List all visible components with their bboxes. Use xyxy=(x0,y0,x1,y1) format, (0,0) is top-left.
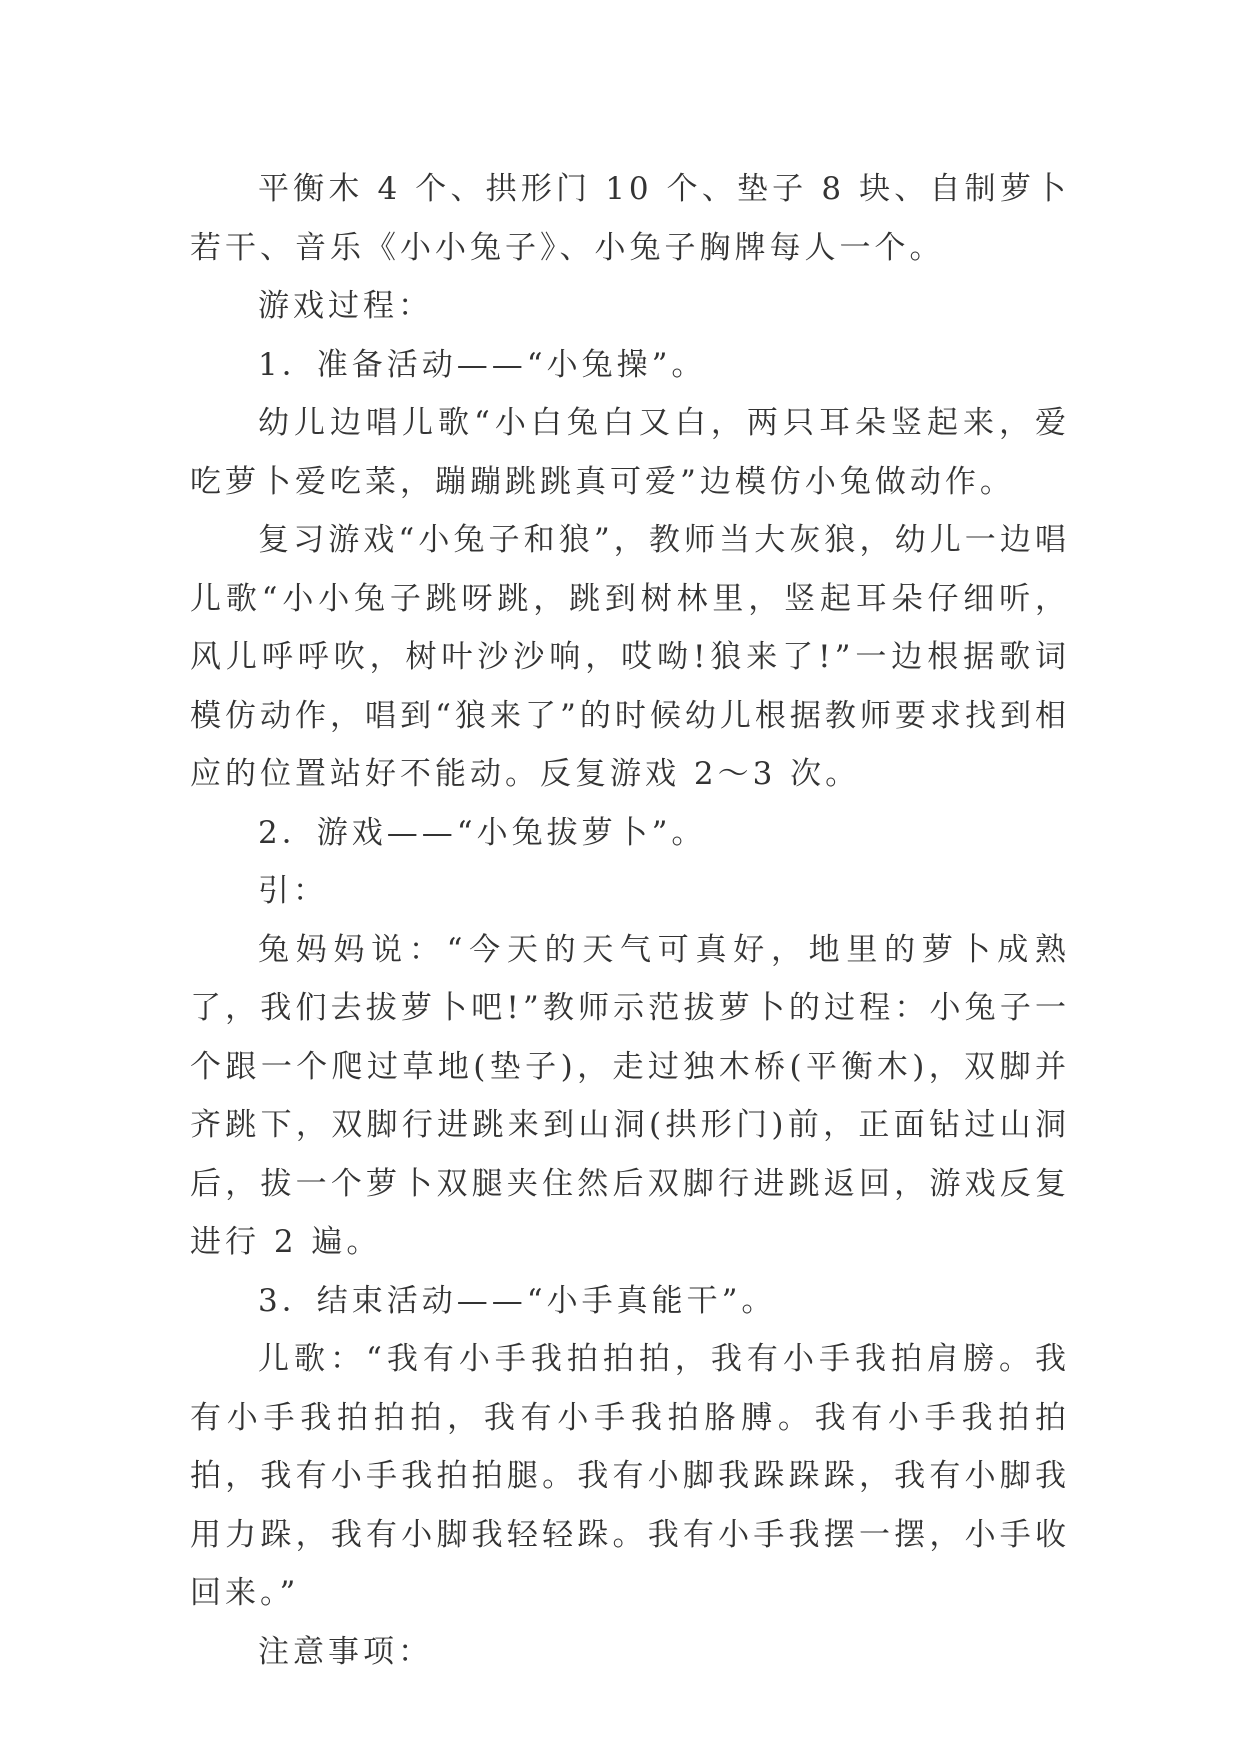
step-3-heading: 3．结束活动——“小手真能干”。 xyxy=(258,1282,777,1319)
heading-game-process: 游戏过程： xyxy=(258,288,433,324)
paragraph-hands-song: 儿歌：“我有小手我拍拍拍，我有小手我拍肩膀。我有小手我拍拍拍，我有小手我拍胳膊。我有小手我拍拍拍，我有小手我拍拍腿。我有小脚我跺跺跺，我有小脚我用力跺，我有小脚我轻轻跺。我有小手我摆一摆，小手收回来。” xyxy=(190,1341,1070,1611)
paragraph-rabbit-song: 幼儿边唱儿歌“小白兔白又白，两只耳朵竖起来，爱吃萝卜爱吃菜，蹦蹦跳跳真可爱”边模仿小兔做动作。 xyxy=(190,405,1070,500)
heading-notes: 注意事项： xyxy=(258,1633,433,1670)
step-2-heading: 2．游戏——“小兔拔萝卜”。 xyxy=(258,814,707,851)
paragraph-intro: 引： xyxy=(258,873,328,909)
document-body xyxy=(190,160,1070,1681)
paragraph-pull-radish: 兔妈妈说：“今天的天气可真好，地里的萝卜成熟了，我们去拔萝卜吧!”教师示范拔萝卜的过程：小兔子一个跟一个爬过草地(垫子)，走过独木桥(平衡木)，双脚并齐跳下，双脚行进跳来到山洞(拱形门)前，正面钻过山洞后，拔一个萝卜双腿夹住然后双脚行进跳返回，游戏反复进行 2 遍。 xyxy=(190,931,1070,1260)
step-1-heading: 1．准备活动——“小兔操”。 xyxy=(258,346,707,383)
paragraph-rabbit-and-wolf: 复习游戏“小兔子和狼”，教师当大灰狼，幼儿一边唱儿歌“小小兔子跳呀跳，跳到树林里，竖起耳朵仔细听，风儿呼呼吹，树叶沙沙响，哎呦!狼来了!”一边根据歌词模仿动作，唱到“狼来了”的时候幼儿根据教师要求找到相应的位置站好不能动。反复游戏 2～3 次。 xyxy=(190,522,1070,792)
paragraph-materials: 平衡木 4 个、拱形门 10 个、垫子 8 块、自制萝卜若干、音乐《小小兔子》、小兔子胸牌每人一个。 xyxy=(190,171,1070,266)
